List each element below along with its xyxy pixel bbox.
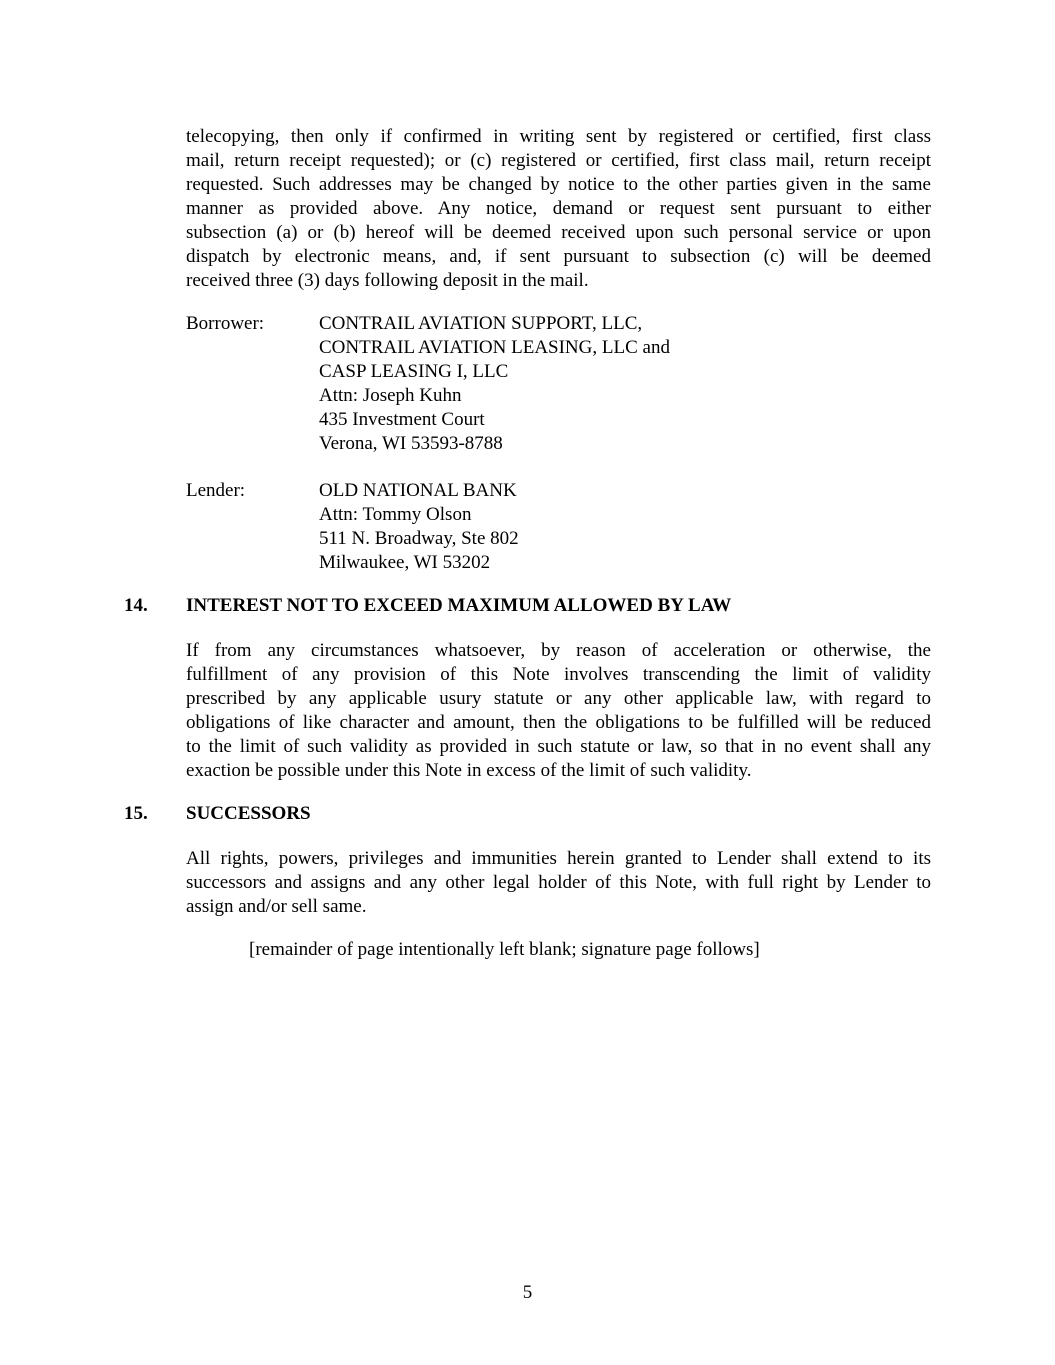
lender-address bbox=[319, 479, 919, 575]
paragraph-line: dispatch by electronic means, and, if sent pursuant to subsection (c) will be deemed bbox=[186, 246, 931, 267]
lender-address-block bbox=[186, 479, 931, 579]
section-number: 15. bbox=[124, 803, 148, 824]
paragraph-line: received three (3) days following deposit in the mail. bbox=[186, 270, 589, 291]
address-line: 511 N. Broadway, Ste 802 bbox=[319, 528, 519, 549]
address-line: CONTRAIL AVIATION LEASING, LLC and bbox=[319, 337, 670, 358]
section-title: SUCCESSORS bbox=[186, 803, 311, 824]
paragraph-line: requested. Such addresses may be changed by notice to the other parties given in the same bbox=[186, 174, 931, 195]
address-line: 435 Investment Court bbox=[319, 409, 485, 430]
borrower-address bbox=[319, 312, 919, 456]
paragraph-line: exaction be possible under this Note in excess of the limit of such validity. bbox=[186, 760, 752, 781]
section-number: 14. bbox=[124, 595, 148, 616]
section-15-paragraph bbox=[186, 847, 931, 919]
paragraph-line: All rights, powers, privileges and immunities herein granted to Lender shall extend to its bbox=[186, 848, 931, 869]
address-line: CASP LEASING I, LLC bbox=[319, 361, 509, 382]
remainder-note: [remainder of page intentionally left blank; signature page follows] bbox=[249, 939, 760, 960]
section-14-paragraph bbox=[186, 639, 931, 783]
paragraph-line: successors and assigns and any other legal holder of this Note, with full right by Lender to bbox=[186, 872, 931, 893]
notice-paragraph bbox=[186, 125, 931, 293]
paragraph-line: obligations of like character and amount, then the obligations to be fulfilled will be reduced bbox=[186, 712, 931, 733]
paragraph-line: telecopying, then only if confirmed in writing sent by registered or certified, first class bbox=[186, 126, 931, 147]
borrower-address-block bbox=[186, 312, 931, 462]
lender-label: Lender: bbox=[186, 480, 246, 501]
address-line: Attn: Joseph Kuhn bbox=[319, 385, 462, 406]
address-line: Verona, WI 53593-8788 bbox=[319, 433, 503, 454]
paragraph-line: subsection (a) or (b) hereof will be deemed received upon such personal service or upon bbox=[186, 222, 931, 243]
paragraph-line: to the limit of such validity as provided in such statute or law, so that in no event shall any bbox=[186, 736, 931, 757]
paragraph-line: mail, return receipt requested); or (c) registered or certified, first class mail, return receipt bbox=[186, 150, 931, 171]
page-number: 5 bbox=[522, 1282, 533, 1303]
section-title: INTEREST NOT TO EXCEED MAXIMUM ALLOWED BY LAW bbox=[186, 595, 732, 616]
paragraph-line: assign and/or sell same. bbox=[186, 896, 367, 917]
section-15-heading bbox=[124, 802, 311, 826]
paragraph-line: prescribed by any applicable usury statute or any other applicable law, with regard to bbox=[186, 688, 931, 709]
address-line: OLD NATIONAL BANK bbox=[319, 480, 517, 501]
paragraph-line: If from any circumstances whatsoever, by reason of acceleration or otherwise, the bbox=[186, 640, 931, 661]
section-14-heading bbox=[124, 594, 731, 618]
paragraph-line: manner as provided above. Any notice, demand or request sent pursuant to either bbox=[186, 198, 931, 219]
borrower-label: Borrower: bbox=[186, 313, 265, 334]
address-line: Milwaukee, WI 53202 bbox=[319, 552, 491, 573]
paragraph-line: fulfillment of any provision of this Note involves transcending the limit of validity bbox=[186, 664, 931, 685]
address-line: CONTRAIL AVIATION SUPPORT, LLC, bbox=[319, 313, 643, 334]
address-line: Attn: Tommy Olson bbox=[319, 504, 472, 525]
